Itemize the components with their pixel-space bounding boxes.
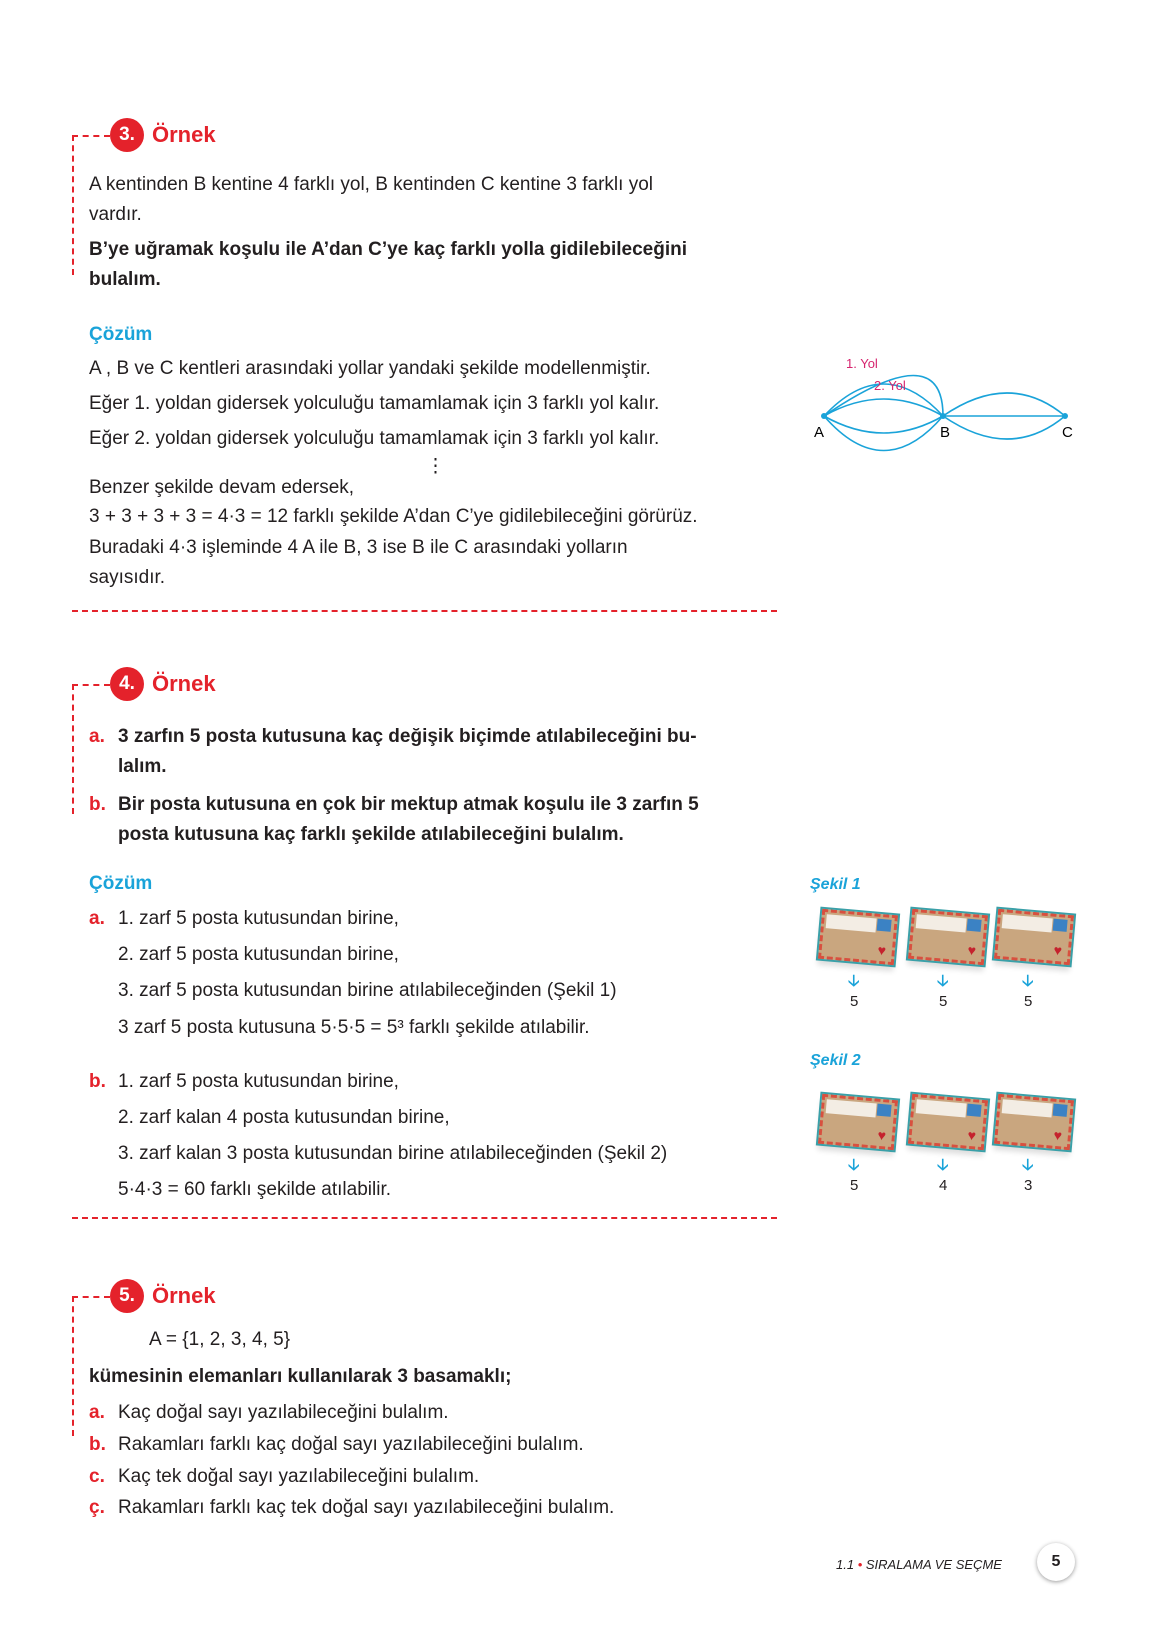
question-item: Rakamları farklı kaç tek doğal sayı yazılabileceğini bulalım.: [118, 1497, 615, 1518]
ellipsis: ⋮: [426, 456, 445, 477]
item-label: a.: [89, 1402, 105, 1423]
roads-diagram: [800, 350, 1090, 460]
road-2-label: 2. Yol: [874, 378, 906, 393]
count-value: 5: [850, 1177, 859, 1194]
envelope-image: ♥: [818, 1094, 898, 1150]
question-bold: posta kutusuna kaç farklı şekilde atılabileceğini bulalım.: [118, 824, 624, 845]
arrow-down-icon: 🡣: [848, 1157, 860, 1174]
arrow-down-icon: 🡣: [848, 973, 860, 990]
page-number: 5: [1037, 1543, 1075, 1581]
count-value: 5: [1024, 993, 1033, 1010]
envelope-image: ♥: [994, 1094, 1074, 1150]
count-value: 4: [939, 1177, 948, 1194]
set-definition: A = {1, 2, 3, 4, 5}: [149, 1329, 291, 1350]
question-bold: Bir posta kutusuna en çok bir mektup atmak koşulu ile 3 zarfın 5: [118, 794, 699, 815]
example-number: 5.: [110, 1279, 144, 1313]
envelope-image: ♥: [908, 909, 988, 965]
question-text: A kentinden B kentine 4 farklı yol, B kentinden C kentine 3 farklı yol: [89, 174, 653, 195]
node-c: C: [1062, 424, 1073, 441]
item-label: a.: [89, 726, 105, 747]
question-bold: B’ye uğramak koşulu ile A’dan C’ye kaç farklı yolla gidilebileceğini: [89, 239, 688, 260]
question-item: Kaç tek doğal sayı yazılabileceğini bulalım.: [118, 1466, 480, 1487]
item-label: ç.: [89, 1497, 105, 1518]
arrow-down-icon: 🡣: [1022, 1157, 1034, 1174]
footer-section: [836, 1557, 1002, 1572]
solution-line: 3 + 3 + 3 + 3 = 4·3 = 12 farklı şekilde A’dan C’ye gidilebileceğini görürüz.: [89, 506, 698, 527]
figure-1-label: Şekil 1: [810, 876, 861, 893]
solution-line: 3. zarf 5 posta kutusundan birine atılabileceğinden (Şekil 1): [118, 980, 617, 1001]
question-item: Rakamları farklı kaç doğal sayı yazılabileceğini bulalım.: [118, 1434, 584, 1455]
count-value: 5: [850, 993, 859, 1010]
envelope-image: ♥: [818, 909, 898, 965]
solution-line: Benzer şekilde devam edersek,: [89, 477, 355, 498]
question-text: vardır.: [89, 204, 142, 225]
solution-line: 3 zarf 5 posta kutusuna 5·5·5 = 5³ farklı şekilde atılabilir.: [118, 1017, 590, 1038]
envelope-image: ♥: [994, 909, 1074, 965]
arrow-down-icon: 🡣: [1022, 973, 1034, 990]
road-1-label: 1. Yol: [846, 356, 878, 371]
item-label: b.: [89, 1071, 106, 1092]
arrow-down-icon: 🡣: [937, 1157, 949, 1174]
node-b: B: [940, 424, 951, 441]
example-title: Örnek: [152, 671, 216, 696]
example-number: 3.: [110, 118, 144, 152]
solution-line: Eğer 2. yoldan gidersek yolculuğu tamamlamak için 3 farklı yol kalır.: [89, 428, 660, 449]
question-bold: 3 zarfın 5 posta kutusuna kaç değişik biçimde atılabileceğini bu-: [118, 726, 697, 747]
solution-line: 1. zarf 5 posta kutusundan birine,: [118, 908, 399, 929]
question-bold: kümesinin elemanları kullanılarak 3 basamaklı;: [89, 1366, 512, 1387]
solution-line: 3. zarf kalan 3 posta kutusundan birine atılabileceğinden (Şekil 2): [118, 1143, 668, 1164]
solution-line: A , B ve C kentleri arasındaki yollar yandaki şekilde modellenmiştir.: [89, 358, 651, 379]
solution-line: 2. zarf 5 posta kutusundan birine,: [118, 944, 399, 965]
item-label: a.: [89, 908, 105, 929]
question-item: Kaç doğal sayı yazılabileceğini bulalım.: [118, 1402, 449, 1423]
section-title: SIRALAMA VE SEÇME: [865, 1557, 1002, 1572]
bullet: •: [857, 1557, 863, 1572]
solution-line: sayısıdır.: [89, 567, 166, 588]
divider: [72, 1217, 777, 1219]
section-number: 1.1: [836, 1557, 855, 1572]
count-value: 3: [1024, 1177, 1033, 1194]
solution-line: 5·4·3 = 60 farklı şekilde atılabilir.: [118, 1179, 391, 1200]
corner-decoration: [892, 0, 1152, 290]
solution-line: 2. zarf kalan 4 posta kutusundan birine,: [118, 1107, 450, 1128]
count-value: 5: [939, 993, 948, 1010]
item-label: b.: [89, 1434, 106, 1455]
example-title: Örnek: [152, 122, 216, 147]
node-a: A: [814, 424, 825, 441]
question-bold: lalım.: [118, 756, 167, 777]
solution-label: Çözüm: [89, 324, 153, 345]
divider: [72, 610, 777, 612]
solution-line: Buradaki 4·3 işleminde 4 A ile B, 3 ise B ile C arasındaki yolların: [89, 537, 628, 558]
solution-label: Çözüm: [89, 873, 153, 894]
solution-line: Eğer 1. yoldan gidersek yolculuğu tamamlamak için 3 farklı yol kalır.: [89, 393, 660, 414]
item-label: b.: [89, 794, 106, 815]
arrow-down-icon: 🡣: [937, 973, 949, 990]
envelope-image: ♥: [908, 1094, 988, 1150]
example-title: Örnek: [152, 1283, 216, 1308]
example-number: 4.: [110, 667, 144, 701]
solution-line: 1. zarf 5 posta kutusundan birine,: [118, 1071, 399, 1092]
question-bold: bulalım.: [89, 269, 161, 290]
figure-2-label: Şekil 2: [810, 1052, 861, 1069]
item-label: c.: [89, 1466, 105, 1487]
